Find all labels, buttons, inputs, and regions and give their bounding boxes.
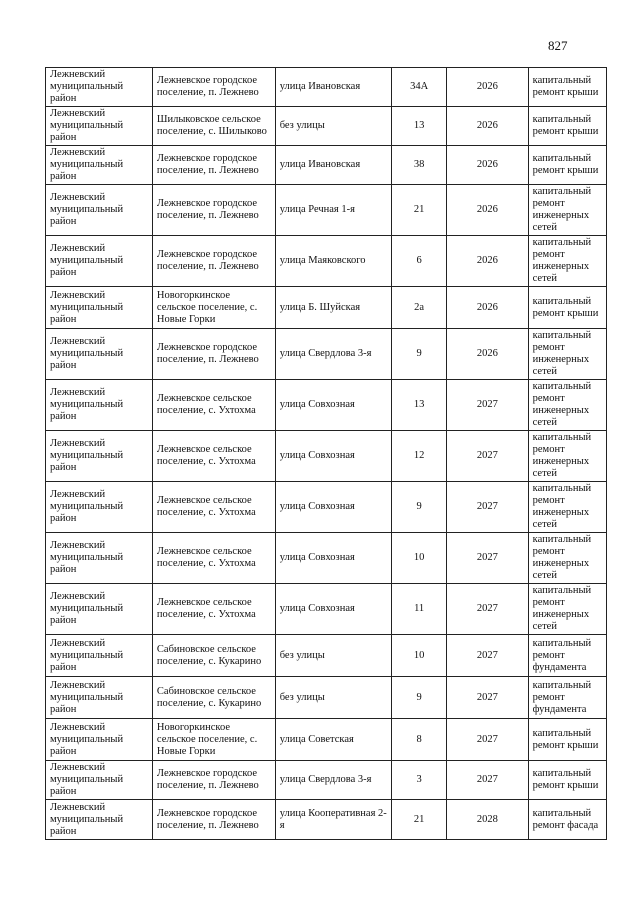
year-cell: 2027: [447, 584, 529, 635]
settlement-cell: Лежневское сельское поселение, с. Ухтохма: [152, 380, 275, 431]
settlement-cell: Шилыковское сельское поселение, с. Шилыково: [152, 107, 275, 146]
table-row: [46, 431, 607, 482]
year-cell: 2026: [447, 68, 529, 107]
settlement-cell: Лежневское городское поселение, п. Лежнево: [152, 761, 275, 800]
table-row: [46, 107, 607, 146]
street-cell: улица Советская: [275, 719, 391, 761]
year-cell: 2027: [447, 380, 529, 431]
table-row: [46, 482, 607, 533]
year-cell: 2026: [447, 329, 529, 380]
district-cell: Лежневский муниципальный район: [46, 431, 153, 482]
settlement-cell: Лежневское сельское поселение, с. Ухтохма: [152, 584, 275, 635]
house-number-cell: 12: [392, 431, 447, 482]
street-cell: без улицы: [275, 635, 391, 677]
street-cell: улица Свердлова 3-я: [275, 329, 391, 380]
work-type-cell: капитальный ремонт крыши: [528, 287, 606, 329]
district-cell: Лежневский муниципальный район: [46, 533, 153, 584]
work-type-cell: капитальный ремонт фасада: [528, 800, 606, 840]
year-cell: 2026: [447, 185, 529, 236]
settlement-cell: Сабиновское сельское поселение, с. Кукарино: [152, 677, 275, 719]
district-cell: Лежневский муниципальный район: [46, 800, 153, 840]
table-row: [46, 329, 607, 380]
house-number-cell: 9: [392, 677, 447, 719]
table-row: [46, 635, 607, 677]
district-cell: Лежневский муниципальный район: [46, 107, 153, 146]
settlement-cell: Лежневское городское поселение, п. Лежнево: [152, 236, 275, 287]
district-cell: Лежневский муниципальный район: [46, 761, 153, 800]
table-row: [46, 146, 607, 185]
work-type-cell: капитальный ремонт инженерных сетей: [528, 380, 606, 431]
house-number-cell: 34А: [392, 68, 447, 107]
year-cell: 2026: [447, 287, 529, 329]
district-cell: Лежневский муниципальный район: [46, 635, 153, 677]
work-type-cell: капитальный ремонт крыши: [528, 719, 606, 761]
street-cell: улица Ивановская: [275, 146, 391, 185]
street-cell: улица Кооперативная 2-я: [275, 800, 391, 840]
table-row: [46, 677, 607, 719]
district-cell: Лежневский муниципальный район: [46, 719, 153, 761]
table-row: [46, 800, 607, 840]
street-cell: улица Совхозная: [275, 584, 391, 635]
house-number-cell: 6: [392, 236, 447, 287]
street-cell: без улицы: [275, 107, 391, 146]
street-cell: улица Совхозная: [275, 380, 391, 431]
year-cell: 2026: [447, 146, 529, 185]
table-row: [46, 761, 607, 800]
house-number-cell: 10: [392, 635, 447, 677]
house-number-cell: 9: [392, 482, 447, 533]
work-type-cell: капитальный ремонт инженерных сетей: [528, 431, 606, 482]
year-cell: 2028: [447, 800, 529, 840]
district-cell: Лежневский муниципальный район: [46, 482, 153, 533]
house-number-cell: 38: [392, 146, 447, 185]
street-cell: улица Свердлова 3-я: [275, 761, 391, 800]
street-cell: улица Совхозная: [275, 482, 391, 533]
work-type-cell: капитальный ремонт инженерных сетей: [528, 482, 606, 533]
building-repair-table: [45, 67, 607, 840]
settlement-cell: Новогоркинское сельское поселение, с. Новые Горки: [152, 719, 275, 761]
page-number: 827: [548, 38, 568, 53]
settlement-cell: Сабиновское сельское поселение, с. Кукарино: [152, 635, 275, 677]
street-cell: улица Речная 1-я: [275, 185, 391, 236]
table-row: [46, 533, 607, 584]
year-cell: 2027: [447, 431, 529, 482]
district-cell: Лежневский муниципальный район: [46, 287, 153, 329]
work-type-cell: капитальный ремонт инженерных сетей: [528, 584, 606, 635]
year-cell: 2027: [447, 533, 529, 584]
house-number-cell: 13: [392, 380, 447, 431]
house-number-cell: 21: [392, 185, 447, 236]
settlement-cell: Лежневское городское поселение, п. Лежнево: [152, 146, 275, 185]
house-number-cell: 10: [392, 533, 447, 584]
house-number-cell: 11: [392, 584, 447, 635]
work-type-cell: капитальный ремонт крыши: [528, 146, 606, 185]
year-cell: 2026: [447, 236, 529, 287]
street-cell: улица Б. Шуйская: [275, 287, 391, 329]
work-type-cell: капитальный ремонт крыши: [528, 107, 606, 146]
work-type-cell: капитальный ремонт инженерных сетей: [528, 185, 606, 236]
settlement-cell: Лежневское сельское поселение, с. Ухтохма: [152, 482, 275, 533]
work-type-cell: капитальный ремонт фундамента: [528, 677, 606, 719]
table-row: [46, 584, 607, 635]
settlement-cell: Лежневское сельское поселение, с. Ухтохма: [152, 533, 275, 584]
work-type-cell: капитальный ремонт инженерных сетей: [528, 533, 606, 584]
table-row: [46, 287, 607, 329]
street-cell: улица Маяковского: [275, 236, 391, 287]
table-row: [46, 185, 607, 236]
house-number-cell: 21: [392, 800, 447, 840]
work-type-cell: капитальный ремонт крыши: [528, 68, 606, 107]
year-cell: 2026: [447, 107, 529, 146]
street-cell: без улицы: [275, 677, 391, 719]
district-cell: Лежневский муниципальный район: [46, 677, 153, 719]
settlement-cell: Лежневское сельское поселение, с. Ухтохма: [152, 431, 275, 482]
street-cell: улица Совхозная: [275, 533, 391, 584]
work-type-cell: капитальный ремонт крыши: [528, 761, 606, 800]
house-number-cell: 8: [392, 719, 447, 761]
street-cell: улица Ивановская: [275, 68, 391, 107]
district-cell: Лежневский муниципальный район: [46, 329, 153, 380]
table-row: [46, 236, 607, 287]
year-cell: 2027: [447, 482, 529, 533]
table-row: [46, 380, 607, 431]
work-type-cell: капитальный ремонт инженерных сетей: [528, 236, 606, 287]
settlement-cell: Лежневское городское поселение, п. Лежнево: [152, 800, 275, 840]
settlement-cell: Лежневское городское поселение, п. Лежнево: [152, 185, 275, 236]
house-number-cell: 9: [392, 329, 447, 380]
settlement-cell: Новогоркинское сельское поселение, с. Новые Горки: [152, 287, 275, 329]
work-type-cell: капитальный ремонт фундамента: [528, 635, 606, 677]
table-row: [46, 68, 607, 107]
district-cell: Лежневский муниципальный район: [46, 236, 153, 287]
house-number-cell: 3: [392, 761, 447, 800]
district-cell: Лежневский муниципальный район: [46, 146, 153, 185]
street-cell: улица Совхозная: [275, 431, 391, 482]
settlement-cell: Лежневское городское поселение, п. Лежнево: [152, 329, 275, 380]
district-cell: Лежневский муниципальный район: [46, 68, 153, 107]
house-number-cell: 2а: [392, 287, 447, 329]
year-cell: 2027: [447, 761, 529, 800]
work-type-cell: капитальный ремонт инженерных сетей: [528, 329, 606, 380]
settlement-cell: Лежневское городское поселение, п. Лежнево: [152, 68, 275, 107]
year-cell: 2027: [447, 635, 529, 677]
district-cell: Лежневский муниципальный район: [46, 185, 153, 236]
table-row: [46, 719, 607, 761]
house-number-cell: 13: [392, 107, 447, 146]
district-cell: Лежневский муниципальный район: [46, 380, 153, 431]
district-cell: Лежневский муниципальный район: [46, 584, 153, 635]
year-cell: 2027: [447, 719, 529, 761]
year-cell: 2027: [447, 677, 529, 719]
